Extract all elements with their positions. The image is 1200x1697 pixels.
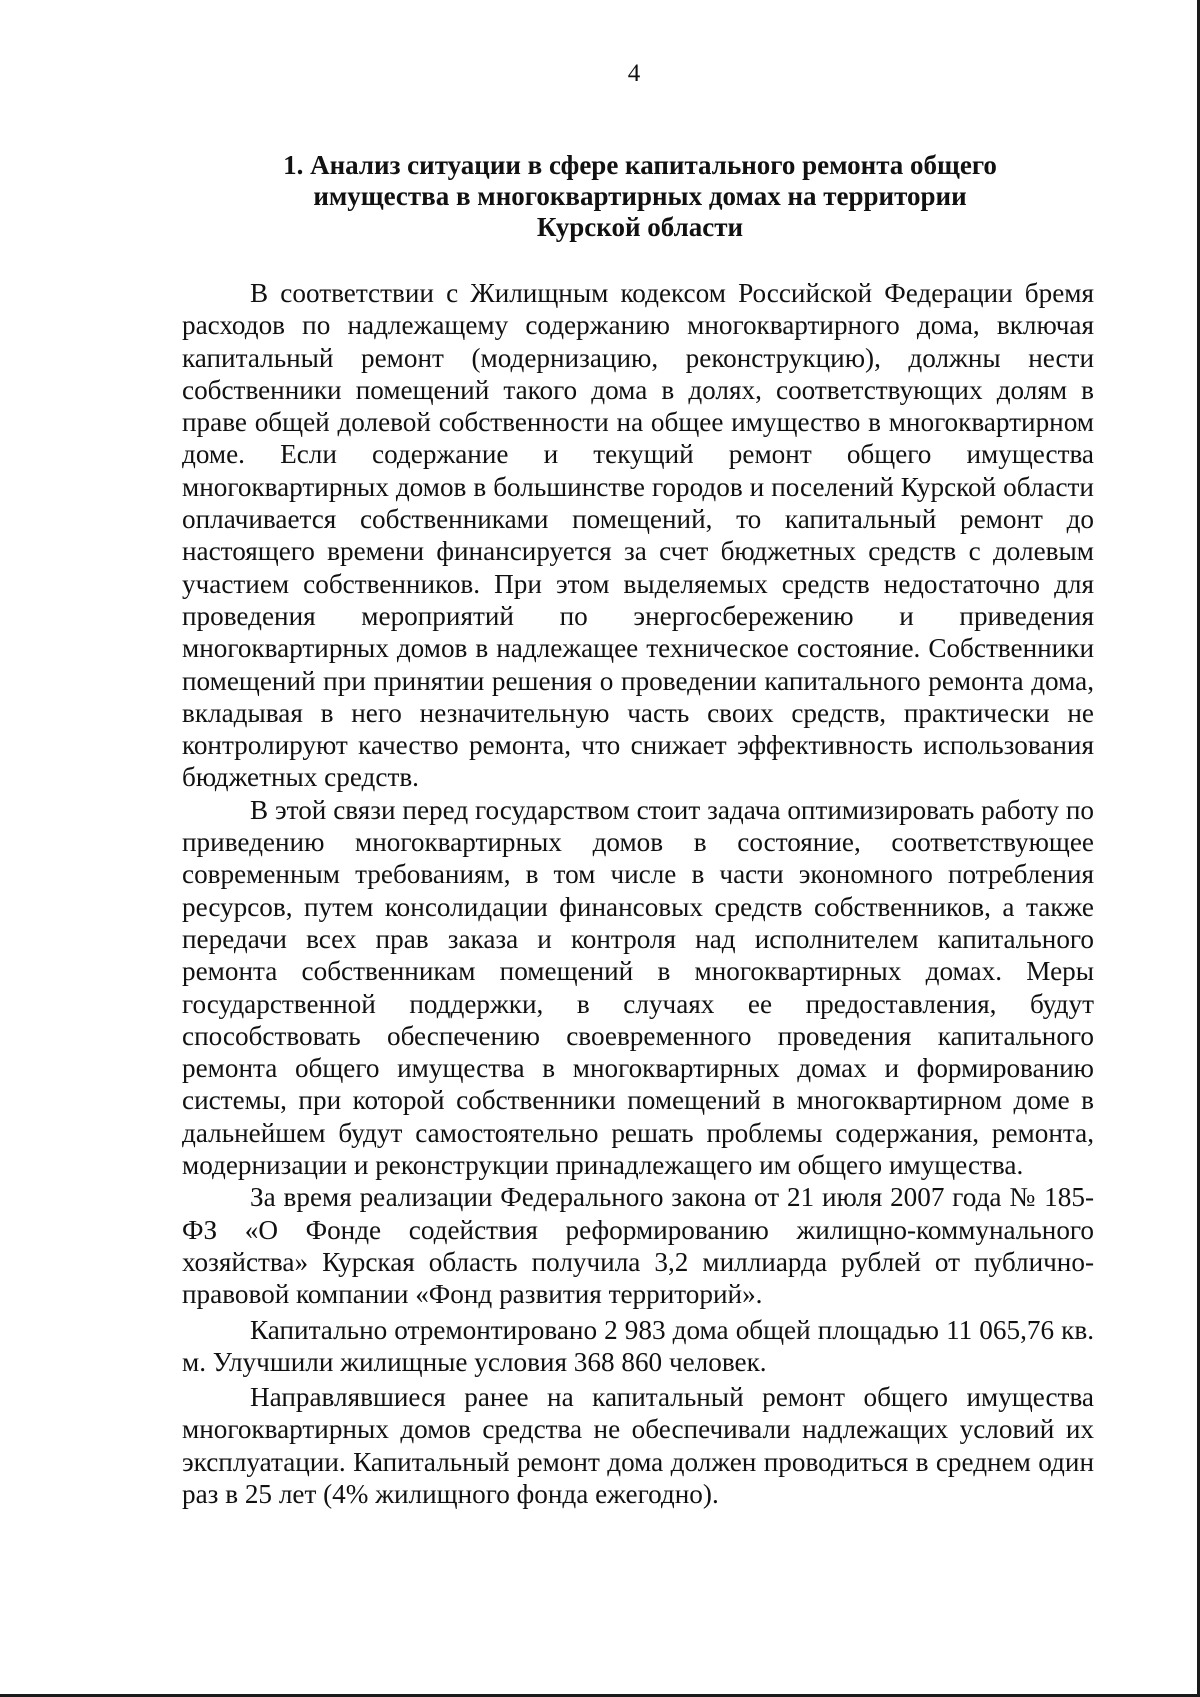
heading-line-3: Курской области	[536, 212, 744, 242]
paragraph-5: Направлявшиеся ранее на капитальный ремонт общего имущества многоквартирных домов средства не обеспечивали надлежащих условий их эксплуатации. Капитальный ремонт дома должен проводиться в среднем один раз в 25 лет (4% жилищного фонда ежегодно).	[182, 1382, 1094, 1509]
heading-line-1: 1. Анализ ситуации в сфере капитального ремонта общего	[283, 150, 997, 180]
section-heading	[180, 150, 1100, 243]
paragraph-2: В этой связи перед государством стоит задача оптимизировать работу по приведению многоквартирных домов в состояние, соответствующее современным требованиям, в том числе в части экономного потребления ресурсов, путем консолидации финансовых средств собственников, а также передачи всех прав заказа и контроля над исполнителем капитального ремонта собственникам помещений в многоквартирных домах. Меры государственной поддержки, в случаях ее предоставления, будут способствовать обеспечению своевременного проведения капитального ремонта общего имущества в многоквартирных домах и формированию системы, при которой собственники помещений в многоквартирном доме в дальнейшем будут самостоятельно решать проблемы содержания, ремонта, модернизации и реконструкции принадлежащего им общего имущества.	[182, 794, 1094, 1181]
paragraph-4: Капитально отремонтировано 2 983 дома общей площадью 11 065,76 кв. м. Улучшили жилищные условия 368 860 человек.	[182, 1314, 1094, 1377]
page-number: 4	[627, 60, 641, 87]
body-text	[182, 277, 1094, 1510]
paragraph-1: В соответствии с Жилищным кодексом Российской Федерации бремя расходов по надлежащему содержанию многоквартирного дома, включая капитальный ремонт (модернизацию, реконструкцию), должны нести собственники помещений такого дома в долях, соответствующих долям в праве общей долевой собственности на общее имущество в многоквартирном доме. Если содержание и текущий ремонт общего имущества многоквартирных домов в большинстве городов и поселений Курской области оплачивается собственниками помещений, то капитальный ремонт до настоящего времени финансируется за счет бюджетных средств с долевым участием собственников. При этом выделяемых средств недостаточно для проведения мероприятий по энергосбережению и приведения многоквартирных домов в надлежащее техническое состояние. Собственники помещений при принятии решения о проведении капитального ремонта дома, вкладывая в него незначительную часть своих средств, практически не контролируют качество ремонта, что снижает эффективность использования бюджетных средств.	[182, 278, 1094, 793]
heading-line-2: имущества в многоквартирных домах на территории	[313, 181, 967, 211]
paragraph-3: За время реализации Федерального закона от 21 июля 2007 года № 185-ФЗ «О Фонде содействия реформированию жилищно-коммунального хозяйства» Курская область получила 3,2 миллиарда рублей от публично-правовой компании «Фонд развития территорий».	[182, 1182, 1094, 1310]
